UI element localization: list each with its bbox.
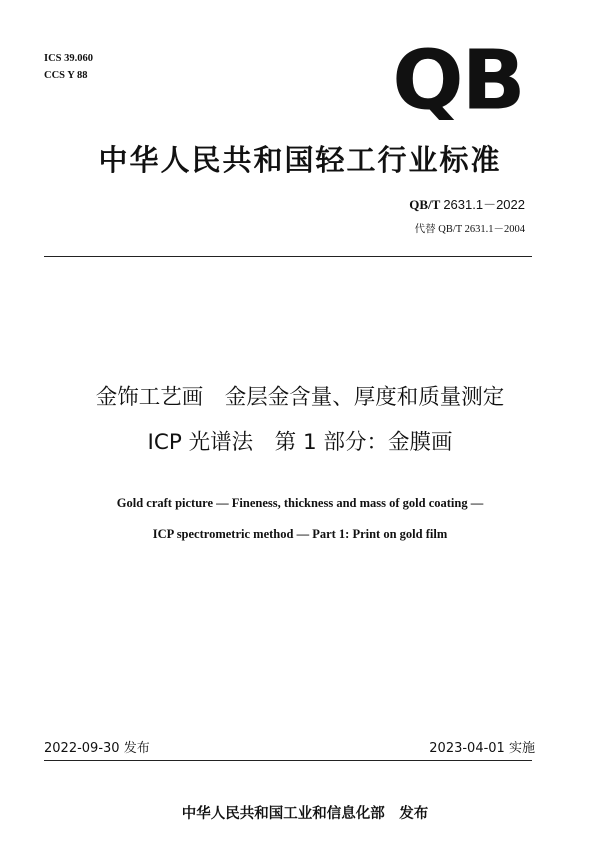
english-title-line-1: Gold craft picture — Fineness, thickness and mass of gold coating —	[116, 496, 484, 510]
standard-prefix: QB/T	[409, 197, 441, 212]
chinese-title-line-2: ICP 光谱法 第 1 部分：金膜画	[147, 430, 453, 455]
implementation-date-value: 2023-04-01	[429, 741, 505, 756]
issuer-issue-word: 发布	[399, 806, 429, 822]
classification-codes	[44, 50, 93, 84]
org-title: 中华人民共和国轻工行业标准	[98, 143, 502, 177]
implementation-date	[429, 737, 535, 756]
issuer-name: 中华人民共和国工业和信息化部	[181, 806, 385, 822]
issue-date	[44, 737, 150, 756]
ics-code: ICS 39.060	[44, 53, 94, 64]
implementation-label: 实施	[508, 741, 535, 756]
english-title-line-2: ICP spectrometric method — Part 1: Print on gold film	[152, 527, 448, 541]
qb-logo	[388, 40, 528, 120]
chinese-title-line-1: 金饰工艺画 金层金含量、厚度和质量测定	[95, 385, 505, 410]
standard-number	[409, 194, 525, 213]
issue-date-value: 2022-09-30	[44, 741, 120, 756]
qb-logo-text: QB	[392, 40, 524, 120]
footer-divider	[44, 760, 532, 761]
standard-code: 2631.1－2022	[443, 197, 525, 212]
header-divider	[44, 256, 532, 257]
replaces-standard: 代替 QB/T 2631.1－2004	[414, 224, 525, 235]
issuing-authority	[0, 786, 600, 823]
ccs-code: CCS Y 88	[44, 70, 88, 81]
issue-label: 发布	[123, 741, 150, 756]
